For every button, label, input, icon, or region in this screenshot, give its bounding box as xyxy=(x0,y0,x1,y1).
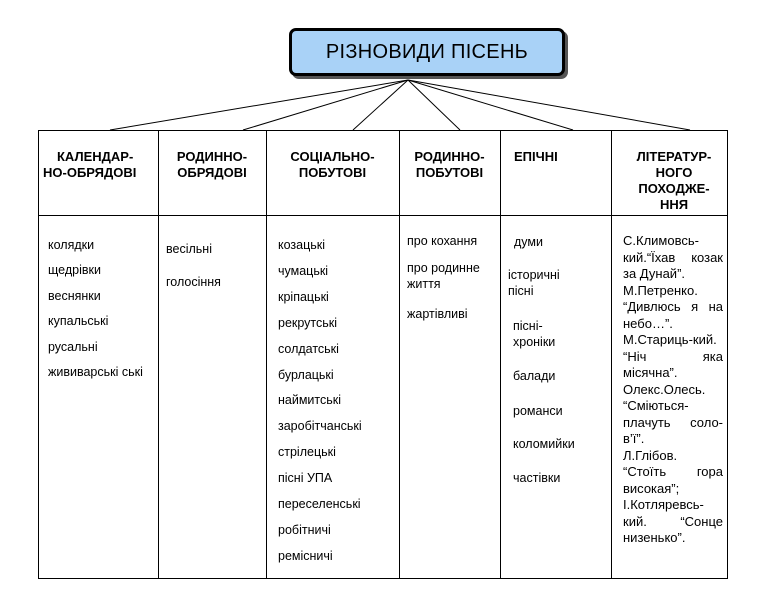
column-family-everyday xyxy=(399,215,500,322)
list-item: щедрівки xyxy=(48,263,101,278)
list-item: наймитські xyxy=(278,393,342,408)
list-item: русальні xyxy=(48,339,98,354)
list-item: С.Климовсь-кий.“Їхав козак за Дунай”. xyxy=(623,233,723,281)
list-item: кріпацькі xyxy=(278,289,329,304)
list-item: колядки xyxy=(48,238,95,252)
list-item: солдатські xyxy=(278,341,339,356)
list-item: Олекс.Олесь. “Сміються-плачуть соло-в’ї”. xyxy=(623,381,723,446)
list-item: жартівливі xyxy=(407,307,468,321)
header-line: ОБРЯДОВІ xyxy=(177,165,247,180)
list-item: веснянки xyxy=(48,288,101,303)
list-item: бурлацькі xyxy=(278,367,334,382)
list-item: М.Петренко. “Дивлюсь я на небо…”. xyxy=(623,282,723,331)
list-item: жививарські ські xyxy=(48,365,143,380)
list-item: купальські xyxy=(48,314,109,329)
list-item: частівки xyxy=(513,471,561,485)
header-line: ПОХОДЖЕ- xyxy=(638,181,710,196)
header-literary-origin xyxy=(611,131,729,215)
list-item: історичні пісні xyxy=(508,268,560,298)
header-line: РОДИННО- xyxy=(414,149,485,164)
header-calendar-ritual xyxy=(39,131,158,215)
list-item: весільні xyxy=(166,242,212,256)
diagram-title: РІЗНОВИДИ ПІСЕНЬ xyxy=(289,28,565,76)
list-item: М.Стариць-кий. “Ніч яка місячна”. xyxy=(623,332,723,380)
header-line: РОДИННО- xyxy=(176,149,248,164)
connector-line xyxy=(110,80,408,130)
list-item: пісні-хроніки xyxy=(513,319,556,349)
list-item: І.Котляревсь-кий. “Сонце низенько”. xyxy=(623,497,723,545)
list-item: думи xyxy=(514,235,543,249)
list-item: заробітчанські xyxy=(278,419,362,434)
header-line: НО-ОБРЯДОВІ xyxy=(43,165,137,180)
header-epic: ЕПІЧНІ xyxy=(514,149,558,164)
header-social-everyday xyxy=(266,131,399,215)
connector-line xyxy=(243,80,408,130)
list-item: коломийки xyxy=(513,437,575,451)
column-calendar-ritual xyxy=(39,215,158,385)
header-line: ПОБУТОВІ xyxy=(298,165,367,180)
list-item: пісні УПА xyxy=(278,471,333,486)
header-line: ПОБУТОВІ xyxy=(415,165,484,180)
header-line: ННЯ xyxy=(659,197,689,212)
header-family-ritual xyxy=(158,131,266,215)
header-line: ЛІТЕРАТУР- xyxy=(636,149,712,164)
list-item: переселенські xyxy=(278,497,361,512)
list-item: робітничі xyxy=(278,522,331,537)
classification-table xyxy=(38,130,728,579)
list-item: про родинне життя xyxy=(407,261,480,291)
list-item: козацькі xyxy=(278,238,326,252)
header-line: НОГО xyxy=(655,165,693,180)
column-social-everyday xyxy=(266,215,399,570)
list-item: романси xyxy=(513,404,563,418)
list-item: рекрутські xyxy=(278,315,338,330)
list-item: чумацькі xyxy=(278,263,329,278)
list-item: стрілецькі xyxy=(278,445,336,460)
column-literary-origin xyxy=(611,215,729,547)
list-item: ремісничі xyxy=(278,548,333,563)
header-line: КАЛЕНДАР- xyxy=(57,149,134,164)
list-item: про кохання xyxy=(407,234,478,248)
list-item: Л.Глібов. “Стоїть гора високая”; xyxy=(623,447,723,496)
list-item: балади xyxy=(513,369,556,383)
header-line: СОЦІАЛЬНО- xyxy=(290,149,375,164)
header-family-everyday xyxy=(399,131,500,215)
list-item: голосіння xyxy=(166,275,221,289)
column-family-ritual xyxy=(158,215,266,299)
